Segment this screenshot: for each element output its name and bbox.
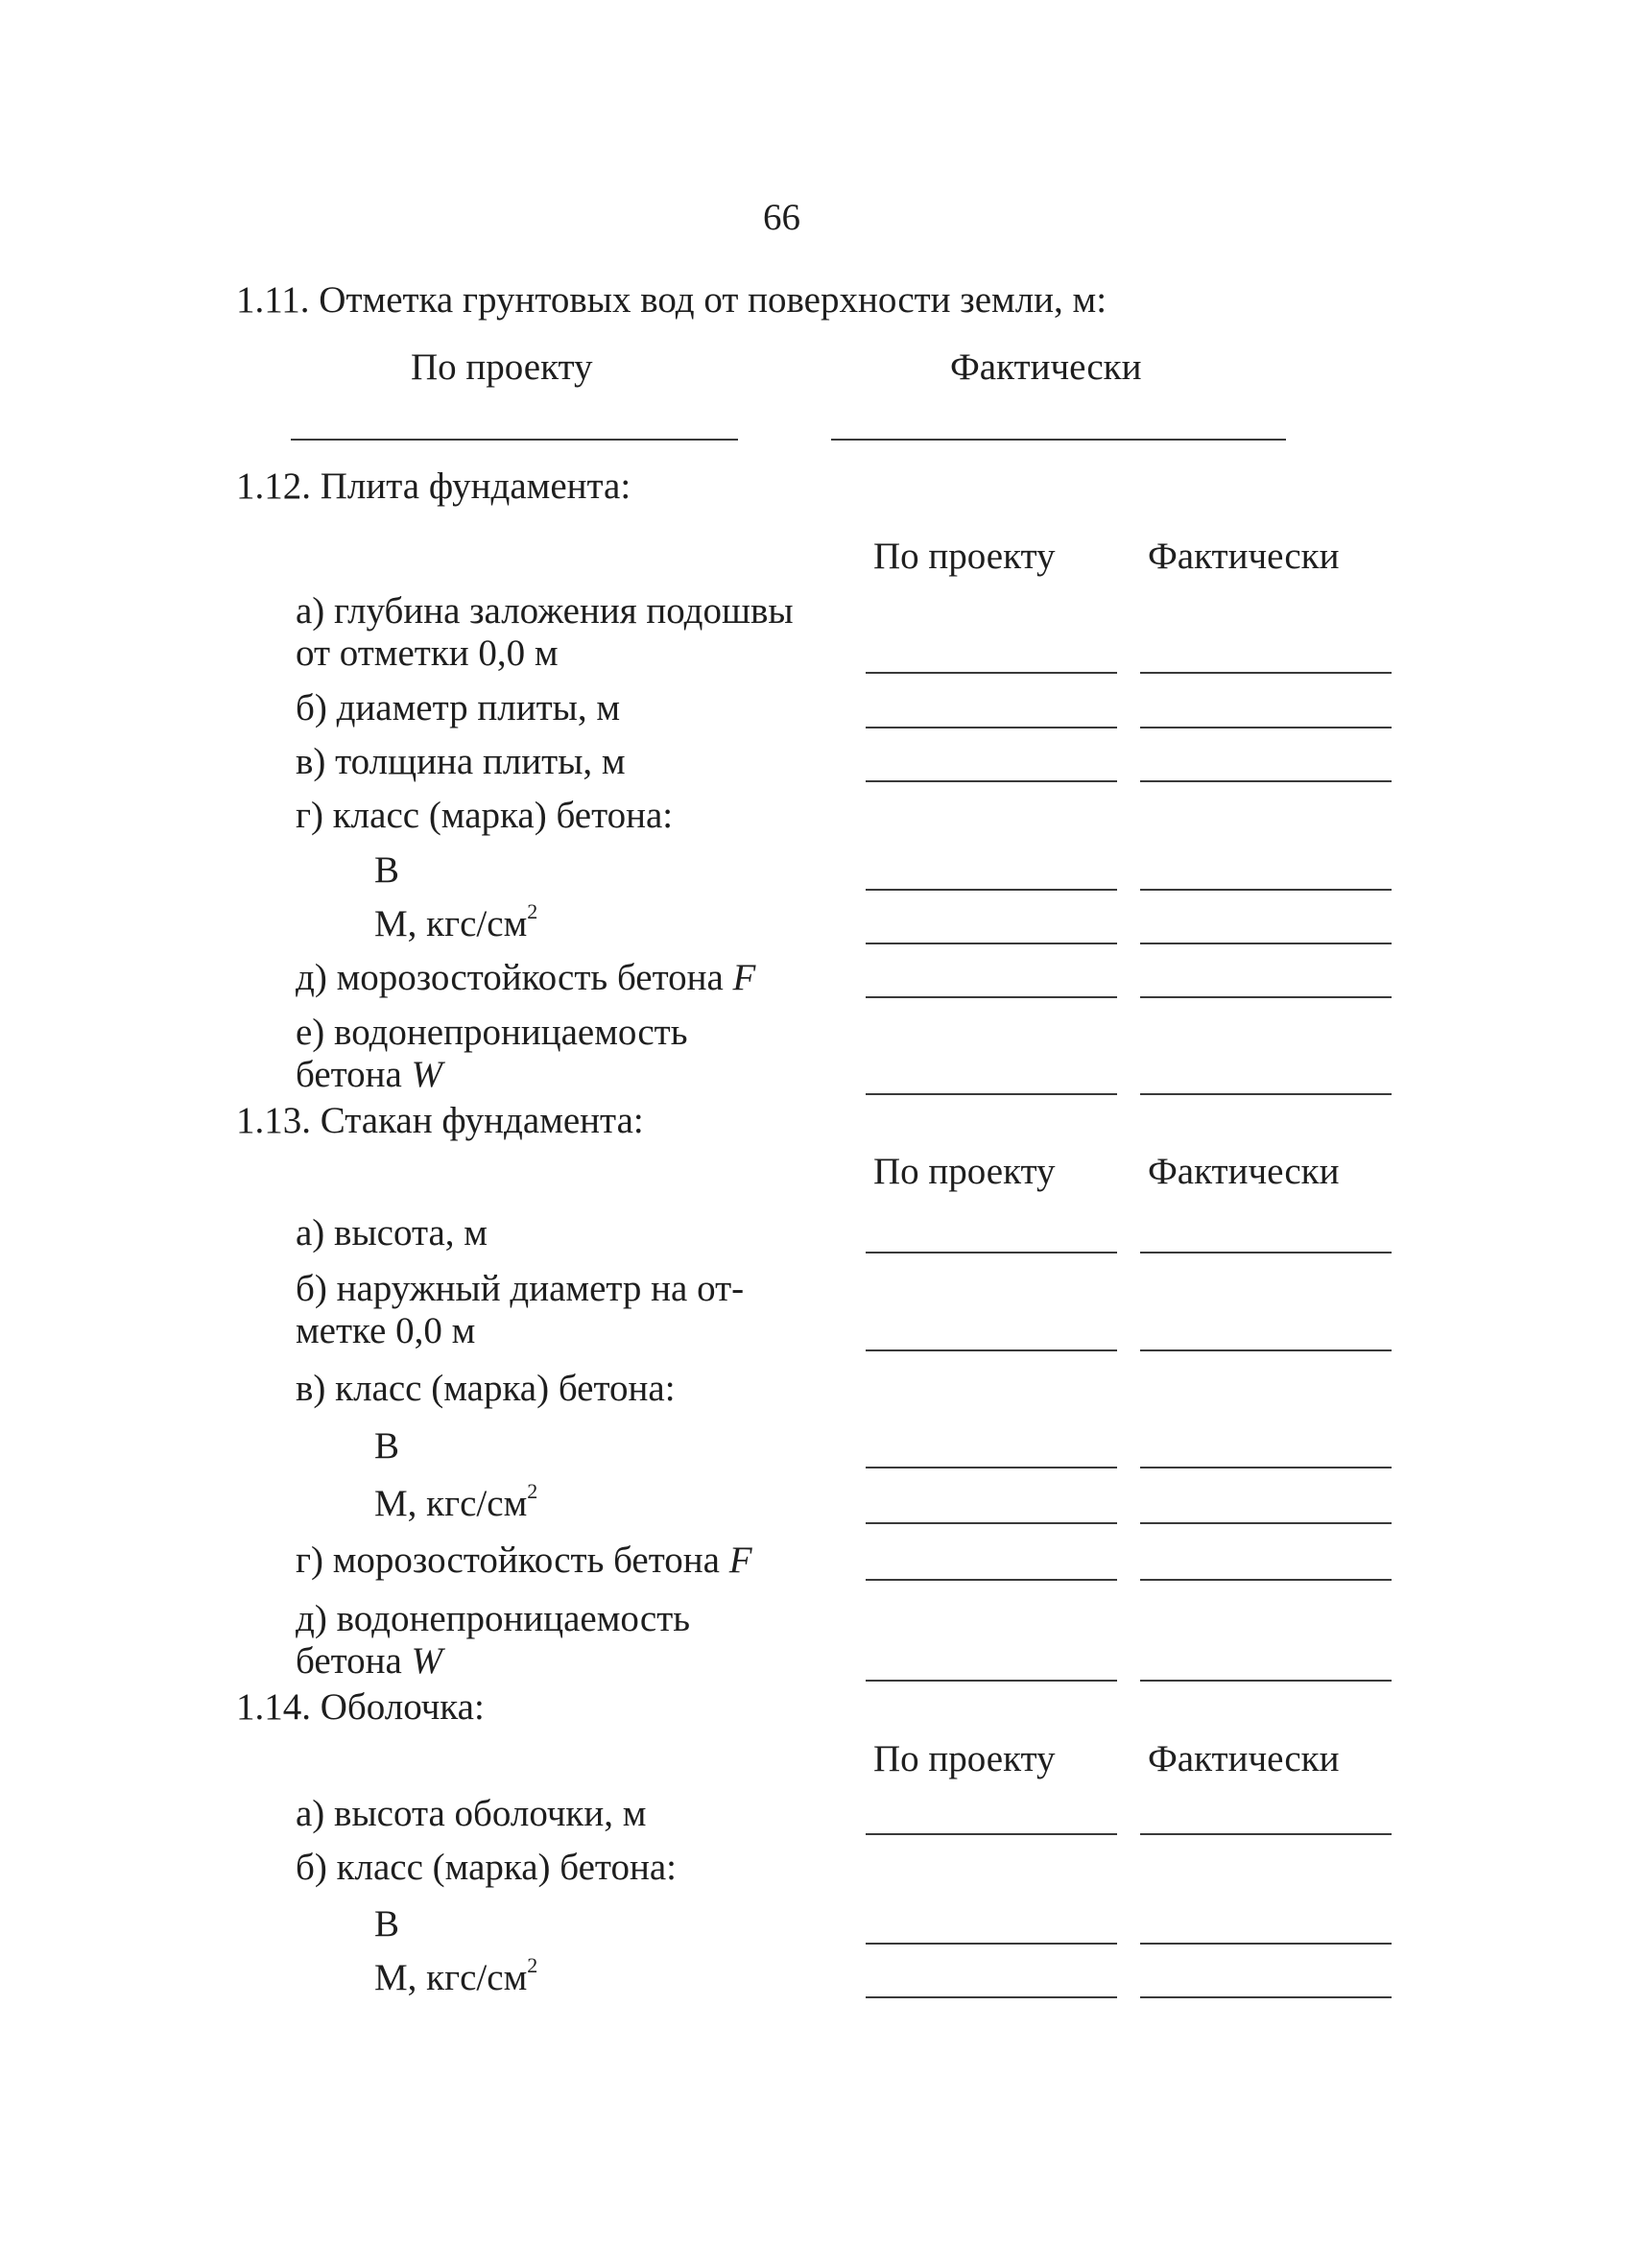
s112-a-actual-field[interactable] (1140, 672, 1392, 674)
s112-item-a-line1: а) глубина заложения подошвы (296, 590, 794, 632)
s114-item-b: б) класс (марка) бетона: (296, 1847, 677, 1888)
s111-project-field[interactable] (291, 439, 738, 441)
s113-col-project: По проекту (873, 1151, 1056, 1192)
section-1-12-title: 1.12. Плита фундамента: (236, 466, 631, 507)
s114-col-project: По проекту (873, 1738, 1056, 1779)
s112-v-project-field[interactable] (866, 780, 1117, 782)
s113-item-d-line1: д) водонепроницаемость (296, 1598, 691, 1639)
s112-d-project-field[interactable] (866, 996, 1117, 998)
s112-item-g-M: М, кгс/$см^2$ (374, 899, 538, 944)
s113-g-project-field[interactable] (866, 1579, 1117, 1581)
section-1-13-title: 1.13. Стакан фундамента: (236, 1100, 644, 1141)
s113-item-b-line2: метке 0,0 м (296, 1310, 476, 1351)
s113-item-v-M: М, кгс/$см^2$ (374, 1479, 538, 1524)
page-number: 66 (763, 197, 800, 238)
s113-item-v: в) класс (марка) бетона: (296, 1368, 676, 1409)
section-1-11-title: 1.11. Отметка грунтовых вод от поверхности земли, м: (236, 279, 1107, 321)
s112-e-actual-field[interactable] (1140, 1093, 1392, 1095)
s112-v-actual-field[interactable] (1140, 780, 1392, 782)
s113-item-d-line2: бетона W (296, 1640, 443, 1682)
s111-actual-field[interactable] (831, 439, 1286, 441)
s114-item-b-B: В (374, 1903, 400, 1945)
s112-B-actual-field[interactable] (1140, 889, 1392, 891)
s113-item-g: г) морозостойкость бетона F (296, 1540, 752, 1581)
s112-item-v: в) толщина плиты, м (296, 741, 626, 782)
s112-b-actual-field[interactable] (1140, 727, 1392, 728)
s112-M-actual-field[interactable] (1140, 943, 1392, 944)
s113-item-a: а) высота, м (296, 1212, 488, 1253)
s112-b-project-field[interactable] (866, 727, 1117, 728)
s112-item-e-line1: е) водонепроницаемость (296, 1012, 688, 1053)
s114-B-project-field[interactable] (866, 1943, 1117, 1945)
s113-B-actual-field[interactable] (1140, 1467, 1392, 1468)
s111-col-project: По проекту (411, 346, 593, 388)
s113-a-project-field[interactable] (866, 1252, 1117, 1253)
s112-item-g: г) класс (марка) бетона: (296, 795, 674, 836)
s114-col-actual: Фактически (1148, 1738, 1340, 1779)
s113-col-actual: Фактически (1148, 1151, 1340, 1192)
s114-B-actual-field[interactable] (1140, 1943, 1392, 1945)
s114-item-b-M: М, кгс/$см^2$ (374, 1953, 538, 1998)
s114-a-project-field[interactable] (866, 1833, 1117, 1835)
s112-item-a-line2: от отметки 0,0 м (296, 633, 559, 674)
s113-d-project-field[interactable] (866, 1680, 1117, 1682)
s112-d-actual-field[interactable] (1140, 996, 1392, 998)
s113-g-actual-field[interactable] (1140, 1579, 1392, 1581)
s114-item-a: а) высота оболочки, м (296, 1793, 647, 1834)
s113-M-project-field[interactable] (866, 1522, 1117, 1524)
s113-item-v-B: В (374, 1425, 400, 1467)
s112-e-project-field[interactable] (866, 1093, 1117, 1095)
s113-b-actual-field[interactable] (1140, 1349, 1392, 1351)
s112-a-project-field[interactable] (866, 672, 1117, 674)
s112-col-project: По проекту (873, 536, 1056, 577)
s114-M-actual-field[interactable] (1140, 1996, 1392, 1998)
s114-M-project-field[interactable] (866, 1996, 1117, 1998)
s112-item-g-B: В (374, 849, 400, 891)
s113-B-project-field[interactable] (866, 1467, 1117, 1468)
s112-B-project-field[interactable] (866, 889, 1117, 891)
s112-item-d: д) морозостойкость бетона F (296, 957, 756, 998)
s113-a-actual-field[interactable] (1140, 1252, 1392, 1253)
s113-item-b-line1: б) наружный диаметр на от- (296, 1268, 745, 1309)
s113-b-project-field[interactable] (866, 1349, 1117, 1351)
section-1-14-title: 1.14. Оболочка: (236, 1686, 485, 1728)
s112-item-e-line2: бетона W (296, 1054, 443, 1095)
s113-M-actual-field[interactable] (1140, 1522, 1392, 1524)
s112-M-project-field[interactable] (866, 943, 1117, 944)
s112-item-b: б) диаметр плиты, м (296, 687, 620, 728)
s114-a-actual-field[interactable] (1140, 1833, 1392, 1835)
s112-col-actual: Фактически (1148, 536, 1340, 577)
s113-d-actual-field[interactable] (1140, 1680, 1392, 1682)
s111-col-actual: Фактически (950, 346, 1142, 388)
